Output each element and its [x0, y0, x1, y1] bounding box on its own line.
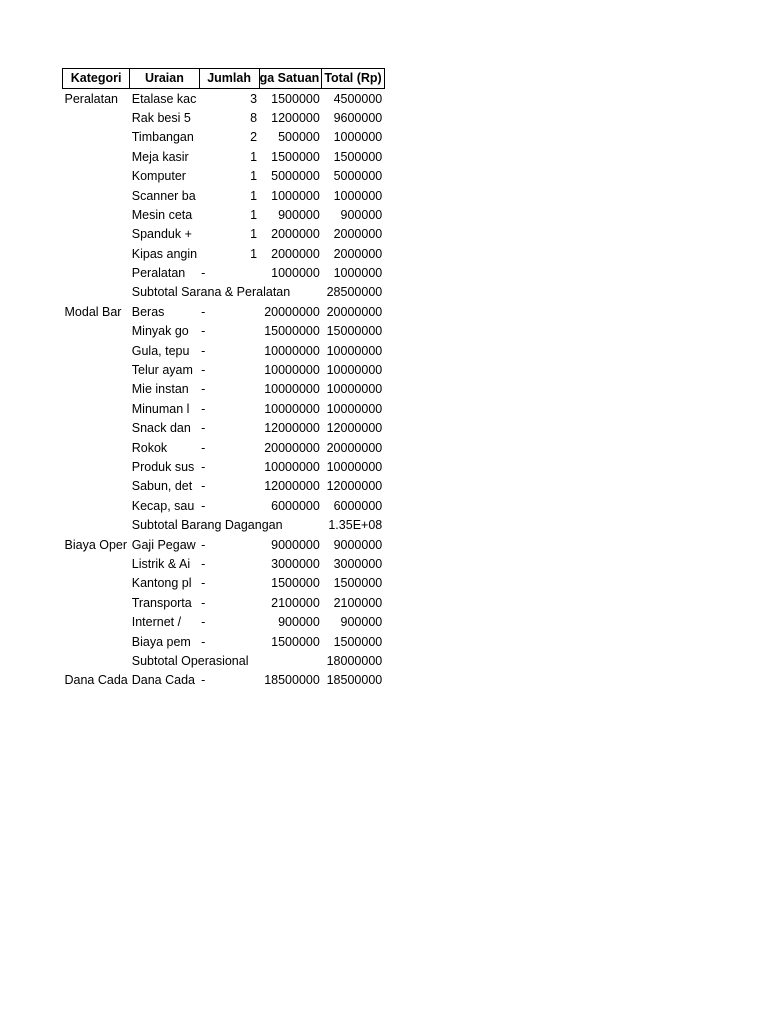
cell-total[interactable]: 9000000: [333, 537, 383, 552]
cell-harga-satuan[interactable]: 10000000: [264, 460, 320, 474]
cell-total[interactable]: 28500000: [326, 285, 383, 300]
cell-uraian[interactable]: Sabun, det: [131, 479, 193, 494]
cell-jumlah[interactable]: 1: [250, 169, 258, 184]
cell-kategori[interactable]: [63, 594, 130, 613]
cell-kategori[interactable]: [63, 128, 130, 147]
cell-jumlah[interactable]: -: [201, 324, 206, 339]
cell-total[interactable]: 12000000: [326, 421, 383, 436]
cell-kategori[interactable]: Peralatan: [64, 91, 119, 106]
cell-kategori[interactable]: [63, 186, 130, 205]
table-row: [63, 264, 385, 283]
cell-total[interactable]: 1500000: [333, 576, 383, 591]
table-row: [63, 361, 385, 380]
table-row: [63, 535, 385, 554]
cell-harga-satuan[interactable]: 1500000: [271, 634, 320, 649]
cell-kategori[interactable]: [63, 167, 130, 186]
cell-jumlah[interactable]: 8: [250, 110, 258, 125]
cell-harga-satuan[interactable]: 1500000: [271, 576, 320, 591]
cell-kategori[interactable]: Dana Cada: [64, 673, 128, 688]
cell-kategori[interactable]: [63, 361, 130, 380]
table-row: [63, 594, 385, 613]
cell-harga-satuan[interactable]: 2000000: [271, 246, 320, 261]
table-row: [63, 632, 385, 651]
cell-jumlah[interactable]: 1: [250, 188, 258, 203]
cell-kategori[interactable]: [63, 264, 130, 283]
cell-total[interactable]: 18000000: [326, 653, 383, 668]
table-body: [63, 89, 385, 691]
cell-total[interactable]: 1500000: [333, 634, 383, 649]
cell-uraian[interactable]: Internet /: [131, 615, 182, 630]
cell-total[interactable]: 12000000: [326, 479, 383, 494]
header-row: [63, 69, 385, 89]
cell-jumlah[interactable]: -: [201, 421, 206, 436]
cell-harga-satuan[interactable]: 20000000: [264, 304, 320, 319]
cell-uraian[interactable]: Gula, tepu: [131, 343, 190, 358]
cell-uraian[interactable]: Listrik & Ai: [131, 556, 191, 571]
cell-harga-satuan[interactable]: 18500000: [264, 673, 320, 688]
cell-harga-satuan[interactable]: 1500000: [271, 149, 320, 164]
cell-uraian[interactable]: Snack dan: [131, 421, 191, 436]
cell-uraian[interactable]: Etalase kac: [131, 91, 197, 106]
cell-jumlah[interactable]: -: [201, 343, 206, 358]
table-row: [63, 322, 385, 341]
table-row: [63, 438, 385, 457]
cell-uraian[interactable]: Minuman l: [131, 401, 190, 416]
cell-kategori[interactable]: [63, 148, 130, 167]
cell-jumlah[interactable]: -: [201, 576, 206, 591]
cell-harga-satuan[interactable]: 2100000: [271, 595, 320, 610]
table-row: [63, 89, 385, 109]
table-row: [63, 477, 385, 496]
cell-harga-satuan[interactable]: 10000000: [264, 343, 320, 358]
table-row: [63, 167, 385, 186]
cell-uraian[interactable]: Timbangan: [131, 130, 194, 145]
table-row: [63, 341, 385, 360]
cell-total[interactable]: 5000000: [333, 169, 383, 184]
cell-uraian[interactable]: Minyak go: [131, 324, 189, 339]
cell-kategori[interactable]: [63, 341, 130, 360]
cell-harga-satuan[interactable]: 12000000: [264, 479, 320, 494]
cell-harga-satuan[interactable]: 6000000: [271, 498, 320, 513]
cell-total[interactable]: 3000000: [333, 556, 383, 571]
cell-harga-satuan[interactable]: 10000000: [264, 401, 320, 416]
cell-harga-satuan[interactable]: 1200000: [271, 110, 320, 125]
cell-uraian[interactable]: Beras: [131, 304, 165, 319]
budget-table: [62, 68, 385, 691]
cell-kategori[interactable]: [63, 458, 130, 477]
table-row: [63, 225, 385, 244]
cell-jumlah[interactable]: -: [201, 615, 206, 630]
table-row: [63, 128, 385, 147]
cell-total[interactable]: 18500000: [326, 673, 383, 688]
cell-kategori[interactable]: [63, 206, 130, 225]
cell-total[interactable]: 20000000: [326, 440, 383, 455]
cell-total[interactable]: 1000000: [333, 188, 383, 203]
cell-kategori[interactable]: [63, 245, 130, 264]
cell-jumlah[interactable]: 1: [250, 149, 258, 164]
cell-kategori[interactable]: [63, 555, 130, 574]
cell-total[interactable]: 900000: [340, 615, 383, 630]
cell-harga-satuan[interactable]: 1500000: [271, 91, 320, 106]
cell-kategori[interactable]: [63, 652, 130, 671]
cell-kategori[interactable]: [63, 380, 130, 399]
cell-uraian[interactable]: Transporta: [131, 595, 192, 610]
header-kategori[interactable]: Kategori: [63, 69, 130, 89]
table-row: [63, 303, 385, 322]
table-row: [63, 380, 385, 399]
subtotal-row: [63, 283, 385, 302]
cell-jumlah[interactable]: 3: [250, 91, 258, 106]
cell-harga-satuan[interactable]: 500000: [278, 130, 320, 145]
table-row: [63, 245, 385, 264]
header-jumlah[interactable]: Jumlah: [199, 69, 259, 89]
cell-jumlah[interactable]: -: [201, 556, 206, 571]
cell-kategori[interactable]: [63, 322, 130, 341]
cell-harga-satuan[interactable]: 5000000: [271, 169, 320, 184]
cell-kategori[interactable]: [63, 109, 130, 128]
cell-subtotal-label[interactable]: Subtotal Barang Dagangan: [131, 518, 283, 533]
cell-harga-satuan[interactable]: 3000000: [271, 556, 320, 571]
cell-jumlah[interactable]: -: [201, 460, 206, 474]
cell-kategori[interactable]: Biaya Oper: [64, 537, 128, 552]
cell-jumlah[interactable]: 1: [250, 227, 258, 242]
cell-jumlah[interactable]: -: [201, 595, 206, 610]
cell-kategori[interactable]: [63, 419, 130, 438]
table-row: [63, 206, 385, 225]
cell-total[interactable]: 10000000: [326, 401, 383, 416]
cell-total[interactable]: 15000000: [326, 324, 383, 339]
cell-harga-satuan[interactable]: 20000000: [264, 440, 320, 455]
cell-uraian[interactable]: Scanner ba: [131, 188, 196, 203]
spreadsheet: [62, 68, 385, 691]
cell-jumlah[interactable]: -: [201, 440, 206, 455]
table-row: [63, 574, 385, 593]
table-row: [63, 400, 385, 419]
cell-uraian[interactable]: Meja kasir: [131, 149, 189, 164]
table-row: [63, 671, 385, 690]
cell-total[interactable]: 10000000: [326, 343, 383, 358]
cell-kategori[interactable]: [63, 516, 130, 535]
cell-uraian[interactable]: Produk sus: [131, 460, 195, 474]
cell-total[interactable]: 1000000: [333, 266, 383, 281]
cell-jumlah[interactable]: 2: [250, 130, 258, 145]
cell-kategori[interactable]: [63, 283, 130, 302]
cell-uraian[interactable]: Mie instan: [131, 382, 189, 397]
cell-jumlah[interactable]: -: [201, 266, 206, 281]
cell-jumlah[interactable]: -: [201, 537, 206, 552]
cell-jumlah[interactable]: -: [201, 304, 206, 319]
cell-uraian[interactable]: Kecap, sau: [131, 498, 195, 513]
cell-uraian[interactable]: Dana Cada: [131, 673, 195, 688]
cell-uraian[interactable]: Peralatan: [131, 266, 186, 281]
table-row: [63, 148, 385, 167]
header-harga-satuan[interactable]: ga Satuan: [259, 69, 322, 89]
cell-harga-satuan[interactable]: 12000000: [264, 421, 320, 436]
header-total[interactable]: Total (Rp): [322, 69, 384, 89]
table-row: [63, 419, 385, 438]
table-row: [63, 613, 385, 632]
table-row: [63, 555, 385, 574]
cell-uraian[interactable]: Gaji Pegaw: [131, 537, 196, 552]
cell-jumlah[interactable]: 1: [250, 207, 258, 222]
cell-jumlah[interactable]: -: [201, 498, 206, 513]
cell-total[interactable]: 2000000: [333, 227, 383, 242]
cell-total[interactable]: 2100000: [333, 595, 383, 610]
cell-total[interactable]: 10000000: [326, 363, 383, 378]
cell-uraian[interactable]: Rak besi 5: [131, 110, 191, 125]
cell-uraian[interactable]: Komputer: [131, 169, 186, 184]
table-row: [63, 186, 385, 205]
cell-uraian[interactable]: Biaya pem: [131, 634, 191, 649]
cell-harga-satuan[interactable]: 1000000: [271, 188, 320, 203]
cell-harga-satuan[interactable]: 15000000: [264, 324, 320, 339]
cell-subtotal-label[interactable]: Subtotal Sarana & Peralatan: [131, 285, 291, 300]
cell-total[interactable]: 1500000: [333, 149, 383, 164]
cell-subtotal-label[interactable]: Subtotal Operasional: [131, 653, 249, 668]
cell-jumlah[interactable]: -: [201, 634, 206, 649]
cell-kategori[interactable]: Modal Bar: [64, 304, 122, 319]
cell-total[interactable]: 1.35E+08: [328, 518, 383, 533]
cell-kategori[interactable]: [63, 632, 130, 651]
cell-jumlah[interactable]: 1: [250, 246, 258, 261]
cell-total[interactable]: 1000000: [333, 130, 383, 145]
cell-total[interactable]: 2000000: [333, 246, 383, 261]
cell-jumlah[interactable]: -: [201, 673, 206, 688]
cell-total[interactable]: 6000000: [333, 498, 383, 513]
cell-total[interactable]: 4500000: [333, 91, 383, 106]
cell-kategori[interactable]: [63, 574, 130, 593]
cell-uraian[interactable]: Kantong pl: [131, 576, 192, 591]
cell-jumlah[interactable]: -: [201, 479, 206, 494]
cell-harga-satuan[interactable]: 1000000: [271, 266, 320, 281]
cell-kategori[interactable]: [63, 400, 130, 419]
cell-kategori[interactable]: [63, 477, 130, 496]
table-row: [63, 458, 385, 477]
subtotal-row: [63, 652, 385, 671]
cell-harga-satuan[interactable]: 10000000: [264, 363, 320, 378]
table-row: [63, 497, 385, 516]
cell-uraian[interactable]: Rokok: [131, 440, 168, 455]
cell-harga-satuan[interactable]: 900000: [278, 207, 320, 222]
cell-total[interactable]: 10000000: [326, 460, 383, 474]
cell-uraian[interactable]: Kipas angin: [131, 246, 198, 261]
cell-harga-satuan[interactable]: 900000: [278, 615, 320, 630]
cell-jumlah[interactable]: -: [201, 401, 206, 416]
cell-harga-satuan[interactable]: 10000000: [264, 382, 320, 397]
cell-kategori[interactable]: [63, 225, 130, 244]
subtotal-row: [63, 516, 385, 535]
cell-total[interactable]: 900000: [340, 207, 383, 222]
cell-harga-satuan[interactable]: 9000000: [271, 537, 320, 552]
cell-kategori[interactable]: [63, 438, 130, 457]
cell-kategori[interactable]: [63, 497, 130, 516]
cell-jumlah[interactable]: -: [201, 382, 206, 397]
cell-jumlah[interactable]: -: [201, 363, 206, 378]
table-row: [63, 109, 385, 128]
cell-uraian[interactable]: Spanduk +: [131, 227, 192, 242]
cell-total[interactable]: 9600000: [333, 110, 383, 125]
cell-harga-satuan[interactable]: 2000000: [271, 227, 320, 242]
cell-uraian[interactable]: Mesin ceta: [131, 207, 193, 222]
table-header: [63, 69, 385, 89]
cell-uraian[interactable]: Telur ayam: [131, 363, 193, 378]
header-uraian[interactable]: Uraian: [130, 69, 199, 89]
cell-kategori[interactable]: [63, 613, 130, 632]
cell-total[interactable]: 20000000: [326, 304, 383, 319]
cell-total[interactable]: 10000000: [326, 382, 383, 397]
